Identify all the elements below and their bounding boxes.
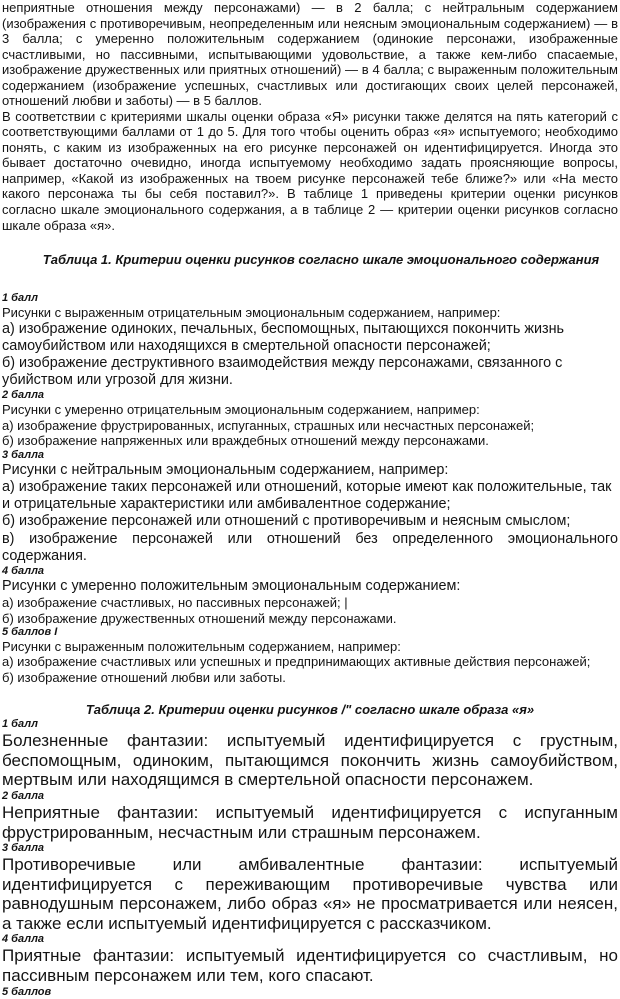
table1-s1-heading: 1 балл <box>2 292 38 305</box>
table1-s5-heading: 5 баллов I <box>2 625 58 638</box>
table1-s3-heading: 3 балла <box>2 448 45 461</box>
table2-s3-text: Противоречивые или амбивалентные фантазии: испытуемый идентифицируется с переживающим противоречивые чувства или равнодушным персонажем, либо образ «я» не просматривается или неясен, а также если испытуемый идентифицируется с рассказчиком. <box>2 855 618 933</box>
table1-s2-line-1: Рисунки с умеренно отрицательным эмоциональным содержанием, например: <box>2 402 480 418</box>
table2-caption: Таблица 2. Критерии оценки рисунков /" согласно шкале образа «я» <box>85 702 535 718</box>
table1-s3-line-3: б) изображение персонажей или отношений с противоречивым и неясным смыслом; <box>2 513 571 530</box>
table1-s2-heading: 2 балла <box>2 389 45 402</box>
table2-s2-text: Неприятные фантазии: испытуемый идентифицируется с испуганным фрустрированным, несчастным или страшным персонажем. <box>2 802 618 842</box>
intro-paragraph-1: неприятные отношения между персонажами) — в 2 балла; с нейтральным содержанием (изображения с противоречивым, неопределенным или неясным эмоциональным содержанием) — в 3 балла; с умеренно положительным содержанием (одинокие персонажи, изображенные счастливыми, но пассивными, испытывающими удовольствие, а также кем-либо спасаемые, изображение дружественных или приятных отношений) — в 4 балла; с выраженным положительным содержанием (изображение успешных, счастливых или достигающих своих целей персонажей, отношений любви и заботы) — в 5 баллов. <box>2 0 618 108</box>
intro-paragraph-2: В соответствии с критериями шкалы оценки образа «Я» рисунки также делятся на пять категорий с соответствующими баллами от 1 до 5. Для того чтобы оценить образ «я» испытуемого; необходимо понять, с каким из изображенных на его рисунке персонажей он идентифицируется. Иногда это бывает достаточно очевидно, иногда испытуемому необходимо задать проясняющие вопросы, например, «Какой из изображенных на твоем рисунке персонажей тебе ближе?» или «На место какого персонажа ты бы себя поставил?». В таблице 1 приведены критерии оценки рисунков согласно шкале эмоционального содержания, а в таблице 2 — критерии оценки рисунков согласно шкале образа «я». <box>2 108 618 233</box>
table2-section-4 <box>2 933 618 985</box>
table1-caption: Таблица 1. Критерии оценки рисунков согласно шкале эмоционального содержания <box>42 252 600 268</box>
table1-section-4 <box>2 565 618 626</box>
table2-s1-text: Болезненные фантазии: испытуемый идентифицируется с грустным, беспомощным, одиноким, пытающимся покончить жизнь самоубийством, мертвым или находящимся в смертельной опасности персонажем. <box>2 731 618 790</box>
table2-section-1 <box>2 718 618 790</box>
table2-s4-text: Приятные фантазии: испытуемый идентифицируется со счастливым, но пассивным персонажем или тем, кого спасают. <box>2 946 618 986</box>
table1-s2-line-2: а) изображение фрустрированных, испуганных, страшных или несчастных персонажей; <box>2 417 535 433</box>
table2-s3-heading: 3 балла <box>2 842 45 855</box>
table2-s4-heading: 4 балла <box>2 933 45 946</box>
table1-s4-heading: 4 балла <box>2 564 45 577</box>
table1-section-5 <box>2 626 618 685</box>
table2-section-3 <box>2 842 618 933</box>
table1-section-3 <box>2 449 618 565</box>
table1-s1-line-1: Рисунки с выраженным отрицательным эмоциональным содержанием, например: <box>2 305 501 321</box>
table2-s5-heading: 5 баллов <box>2 985 52 998</box>
table1-section-1 <box>2 292 618 389</box>
document-page <box>2 0 618 999</box>
table1-s2-line-3: б) изображение напряженных или враждебных отношений между персонажами. <box>2 433 489 449</box>
table2-s2-heading: 2 балла <box>2 789 45 802</box>
table2-s1-heading: 1 балл <box>2 718 38 731</box>
table1-s5-line-2: а) изображение счастливых или успешных и предпринимающих активные действия персонажей; <box>2 654 591 670</box>
table1-s1-line-2: а) изображение одиноких, печальных, беспомощных, пытающихся покончить жизнь самоубийством или находящихся в смертельной опасности персонажей; <box>2 320 565 354</box>
table1-s1-line-3: б) изображение деструктивного взаимодействия между персонажами, связанного с убийством или угрозой для жизни. <box>2 355 563 389</box>
table1-s4-line-1: Рисунки с умеренно положительным эмоциональным содержанием: <box>2 577 461 594</box>
table2-section-5 <box>2 986 618 999</box>
table1-s5-line-3: б) изображение отношений любви или заботы. <box>2 669 286 685</box>
table1-s3-line-2: а) изображение таких персонажей или отношений, которые имеют как положительные, так и отрицательные характеристики или амбивалентное содержание; <box>2 478 612 513</box>
table1-s3-line-1: Рисунки с нейтральным эмоциональным содержанием, например: <box>2 461 449 478</box>
table1-section-2 <box>2 389 618 448</box>
table1-s5-line-1: Рисунки с выраженным положительным содержанием, например: <box>2 638 401 654</box>
table1-s4-line-2: а) изображение счастливых, но пассивных персонажей; | <box>2 595 348 611</box>
table1-s4-line-3: б) изображение дружественных отношений между персонажами. <box>2 610 397 626</box>
table1-s3-line-4: в) изображение персонажей или отношений без определенного эмоционального содержания. <box>2 530 618 564</box>
table2-section-2 <box>2 790 618 842</box>
